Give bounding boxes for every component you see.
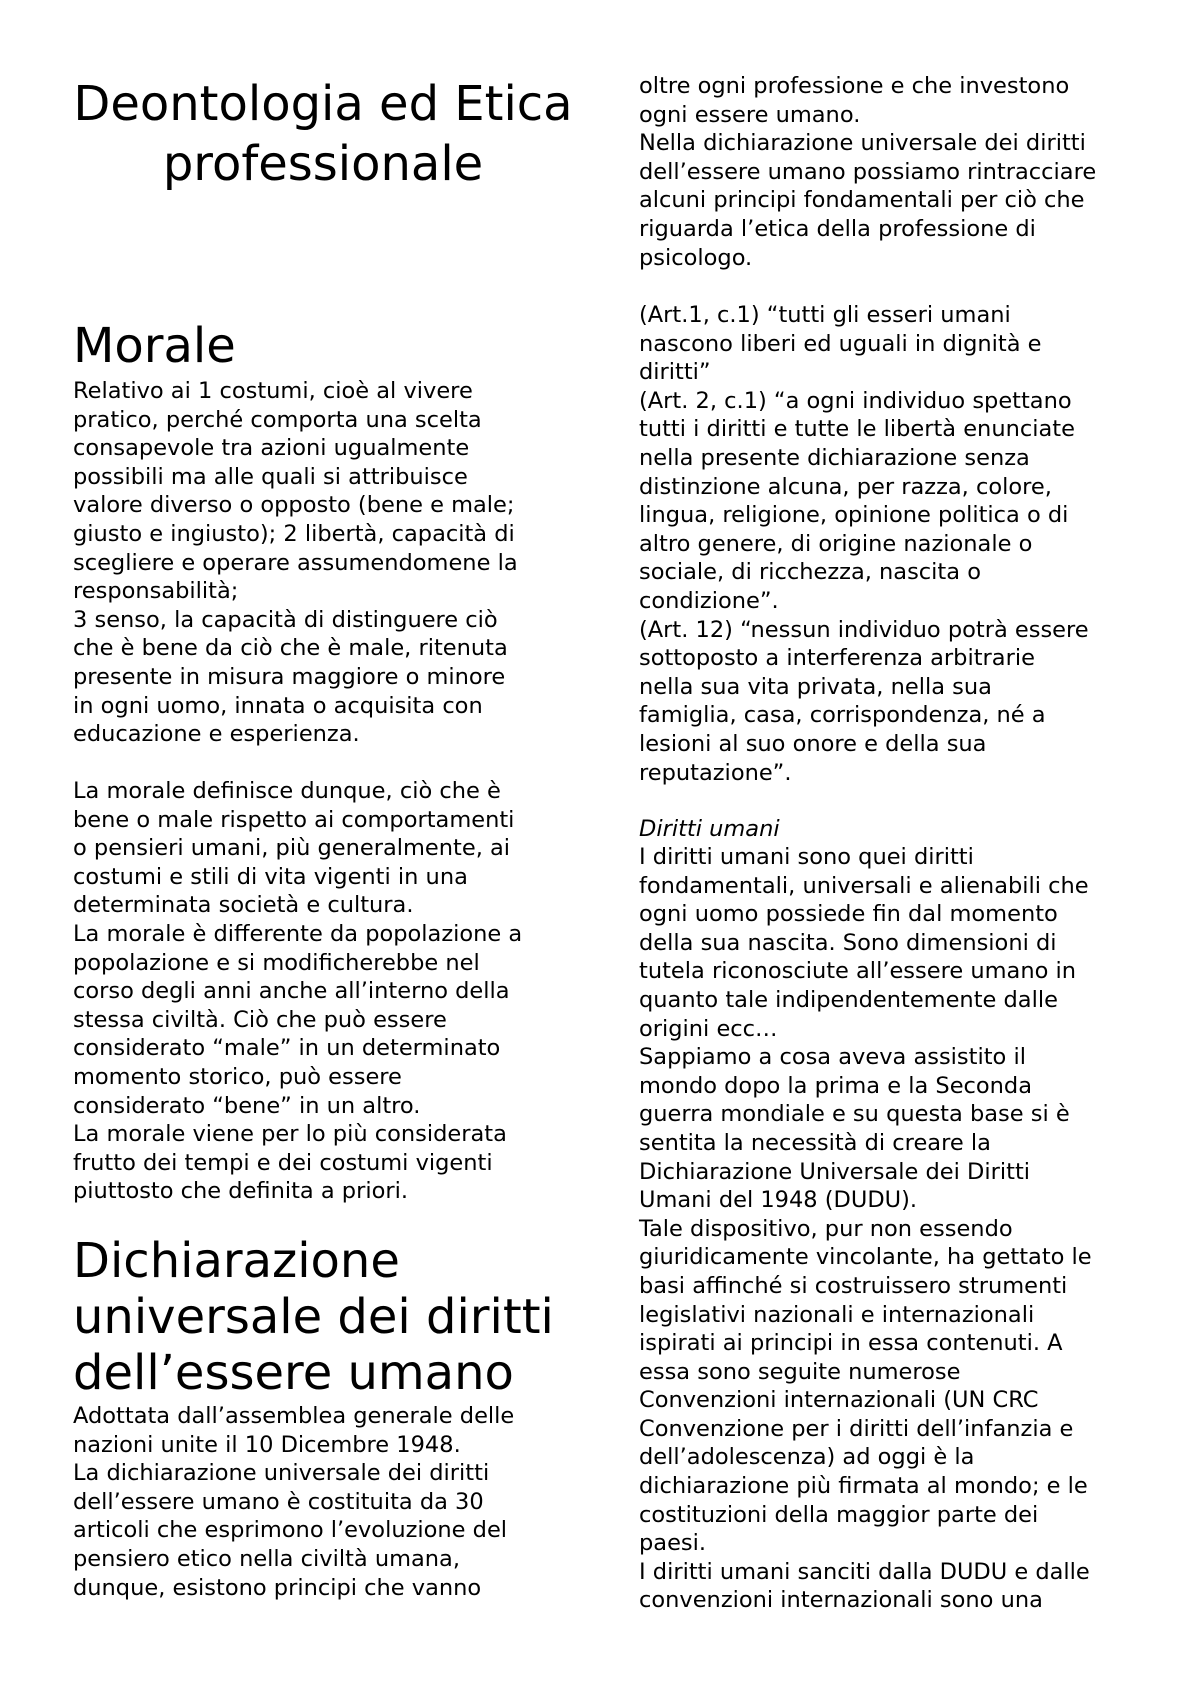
morale-paragraph: La morale definisce dunque, ciò che è bene o male rispetto ai comportamenti o pensieri umani, più generalmente, ai costumi e stili di vita vigenti in una determinata società e cultura. La morale è differente da popolazione a popolazione e si modificherebbe nel corso degli anni anche all’interno della stessa civiltà. Ciò che può essere considerato “male” in un determinato momento storico, può essere considerato “bene” in un altro. La morale viene per lo più considerata frutto dei tempi e dei costumi vigenti piuttosto che definita a priori. [73, 778, 523, 1205]
morale-heading: Morale [73, 318, 236, 374]
morale-definition: Relativo ai 1 costumi, cioè al vivere pratico, perché comporta una scelta consapevole tra azioni ugualmente possibili ma alle quali si attribuisce valore diverso o opposto (bene e male; giusto e ingiusto); 2 libertà, capacità di scegliere e operare assumendomene la responsabilità; 3 senso, la capacità di distinguere ciò che è bene da ciò che è male, ritenuta presente in misura maggiore o minore in ogni uomo, innata o acquisita con educazione e esperienza. [73, 378, 518, 748]
diritti-umani-paragraph: I diritti umani sono quei diritti fondamentali, universali e alienabili che ogni uomo possiede fin dal momento della sua nascita. Sono dimensioni di tutela riconosciute all’essere umano in quanto tale indipendentemente dalle origini ecc… Sappiamo a cosa aveva assistito il mondo dopo la prima e la Seconda guerra mondiale e su questa base si è sentita la necessità di creare la Dichiarazione Universale dei Diritti Umani del 1948 (DUDU). Tale dispositivo, pur non essendo giuridicamente vincolante, ha gettato le basi affinché si costruissero strumenti legislativi nazionali e internazionali ispirati ai principi in essa contenuti. A essa sono seguite numerose Convenzioni internazionali (UN CRC Convenzione per i diritti dell’infanzia e dell’adolescenza) ad oggi è la dichiarazione più firmata al mondo; e le costituzioni della maggior parte dei paesi. I diritti umani sanciti dalla DUDU e dalle convenzioni internazionali sono una [639, 844, 1092, 1614]
articles-paragraph: (Art.1, c.1) “tutti gli esseri umani nascono liberi ed uguali in dignità e diritti” (Art. 2, c.1) “a ogni individuo spettano tutti i diritti e tutte le libertà enunciate nella presente dichiarazione senza distinzione alcuna, per razza, colore, lingua, religione, opinione politica o di altro genere, di origine nazionale o sociale, di ricchezza, nascita o condizione”. (Art. 12) “nessun individuo potrà essere sottoposto a interferenza arbitrarie nella sua vita privata, nella sua famiglia, casa, corrispondenza, né a lesioni al suo onore e della sua reputazione”. [639, 302, 1089, 786]
continuation-paragraph: oltre ogni professione e che investono ogni essere umano. Nella dichiarazione universale dei diritti dell’essere umano possiamo rintracciare alcuni principi fondamentali per ciò che riguarda l’etica della professione di psicologo. [639, 73, 1097, 271]
dichiarazione-heading: Dichiarazione universale dei diritti dell’essere umano [73, 1233, 554, 1401]
dichiarazione-paragraph: Adottata dall’assemblea generale delle nazioni unite il 10 Dicembre 1948. La dichiarazione universale dei diritti dell’essere umano è costituita da 30 articoli che esprimono l’evoluzione del pensiero etico nella civiltà umana, dunque, esistono principi che vanno [73, 1403, 515, 1601]
page-title: Deontologia ed Etica professionale [73, 76, 573, 192]
diritti-umani-heading: Diritti umani [639, 816, 780, 842]
